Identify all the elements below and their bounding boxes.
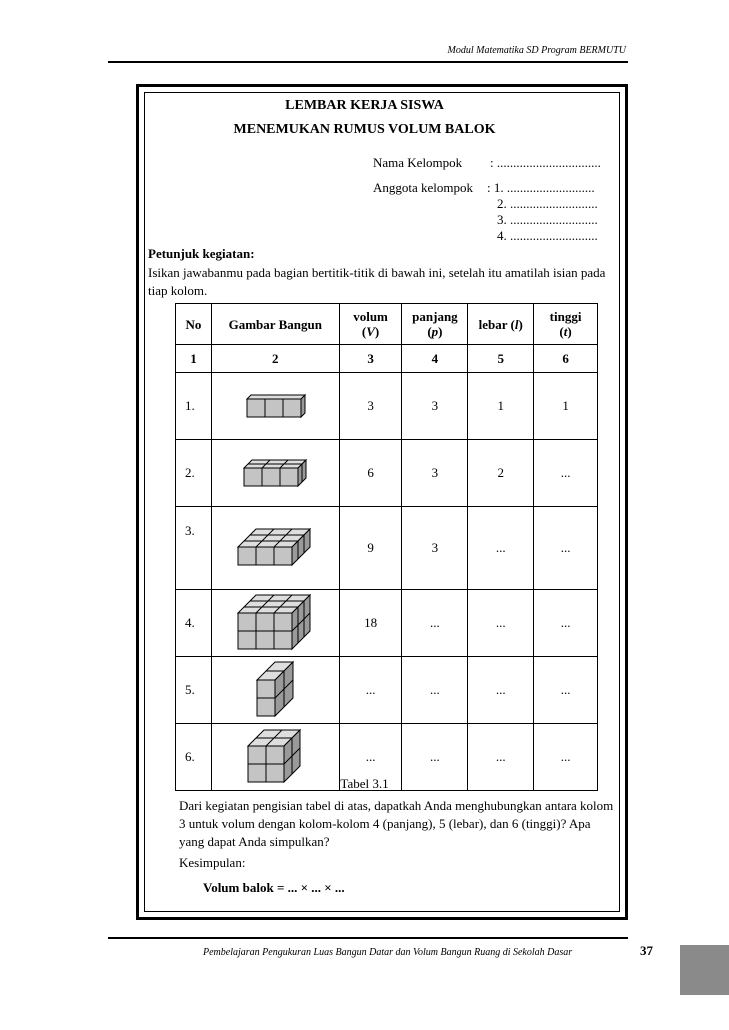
column-number: 2 (211, 345, 339, 373)
width-cell: ... (468, 724, 534, 791)
row-number: 4. (176, 590, 212, 657)
column-number-row (176, 345, 598, 373)
col-header-width: lebar (l) (468, 304, 534, 345)
col-header-volume-sym: V (366, 324, 375, 339)
shape-cell (211, 657, 339, 724)
col-header-length-sym: p (431, 324, 439, 339)
volume-cell: 6 (339, 440, 402, 507)
col-header-length-top: panjang (412, 309, 458, 324)
col-header-height: tinggi (t) (534, 304, 598, 345)
column-number: 3 (339, 345, 402, 373)
volume-formula: Volum balok = ... × ... × ... (203, 880, 345, 895)
width-cell: ... (468, 590, 534, 657)
footer-rule (108, 937, 628, 939)
member-field-4: 4. ........................... (497, 228, 598, 243)
length-cell: 3 (402, 373, 468, 440)
worksheet-subtitle: MENEMUKAN RUMUS VOLUM BALOK (233, 122, 496, 137)
row-number: 3. (176, 507, 212, 590)
member-field-1: : 1. ........................... (487, 180, 595, 195)
table-row (176, 590, 598, 657)
column-number: 5 (468, 345, 534, 373)
width-cell: 2 (468, 440, 534, 507)
volume-cell: 3 (339, 373, 402, 440)
col-header-volume: volum (V) (339, 304, 402, 345)
table-row (176, 507, 598, 590)
height-cell: ... (534, 724, 598, 791)
column-number: 1 (176, 345, 212, 373)
table-header-row (176, 304, 598, 345)
col-header-height-top: tinggi (549, 309, 582, 324)
length-cell: ... (402, 724, 468, 791)
width-cell: ... (468, 507, 534, 590)
volume-cell: ... (339, 657, 402, 724)
volume-cell: 18 (339, 590, 402, 657)
page-number: 37 (640, 943, 653, 958)
column-number: 4 (402, 345, 468, 373)
width-cell: 1 (468, 373, 534, 440)
footer-text: Pembelajaran Pengukuran Luas Bangun Datar dan Volum Bangun Ruang di Sekolah Dasar (203, 947, 573, 958)
width-cell: ... (468, 657, 534, 724)
shape-cell (211, 440, 339, 507)
length-cell: 3 (402, 440, 468, 507)
cuboid-3x3x2-image (234, 593, 316, 653)
instructions-text: Isikan jawabanmu pada bagian bertitik-titik di bawah ini, setelah itu amatilah isian pada tiap kolom. (148, 265, 606, 298)
group-name-field: : ................................ (490, 155, 601, 170)
volume-cell: ... (339, 724, 402, 791)
height-cell: ... (534, 657, 598, 724)
height-cell: 1 (534, 373, 598, 440)
col-header-width-label: lebar (478, 316, 508, 332)
question-text: Dari kegiatan pengisian tabel di atas, dapatkah Anda menghubungkan antara kolom 3 untuk volum dengan kolom-kolom 4 (panjang), 5 (lebar), dan 6 (tinggi)? Apa yang dapat Anda simpulkan? (179, 798, 614, 849)
instructions-title: Petunjuk kegiatan: (148, 246, 255, 261)
col-header-width-sym: l (514, 316, 519, 332)
col-header-height-sym: t (563, 324, 568, 339)
col-header-length: panjang (p) (402, 304, 468, 345)
page-tab-marker (680, 945, 729, 995)
member-field-2: 2. ........................... (497, 196, 598, 211)
col-header-no: No (176, 304, 212, 345)
table-caption: Tabel 3.1 (340, 776, 389, 791)
cuboid-1x2x2-image (253, 660, 297, 720)
worksheet-table (175, 303, 598, 791)
row-number: 1. (176, 373, 212, 440)
length-cell: ... (402, 657, 468, 724)
length-cell: ... (402, 590, 468, 657)
page-header-text: Modul Matematika SD Program BERMUTU (447, 45, 626, 56)
height-cell: ... (534, 440, 598, 507)
col-header-shape: Gambar Bangun (211, 304, 339, 345)
members-label: Anggota kelompok (373, 180, 474, 195)
cuboid-3x3x1-image (234, 527, 316, 569)
volume-cell: 9 (339, 507, 402, 590)
row-number: 2. (176, 440, 212, 507)
cuboid-3x1x1-image (243, 393, 307, 419)
shape-cell (211, 373, 339, 440)
group-name-label: Nama Kelompok (373, 155, 463, 170)
table-row (176, 373, 598, 440)
conclusion-label: Kesimpulan: (179, 855, 246, 870)
length-cell: 3 (402, 507, 468, 590)
table-row (176, 657, 598, 724)
worksheet-title: LEMBAR KERJA SISWA (285, 98, 444, 113)
col-header-volume-top: volum (353, 309, 388, 324)
shape-cell (211, 507, 339, 590)
row-number: 5. (176, 657, 212, 724)
column-number: 6 (534, 345, 598, 373)
member-field-3: 3. ........................... (497, 212, 598, 227)
cuboid-3x2x1-image (240, 456, 310, 490)
header-rule (108, 61, 628, 63)
shape-cell (211, 590, 339, 657)
height-cell: ... (534, 590, 598, 657)
row-number: 6. (176, 724, 212, 791)
table-row (176, 440, 598, 507)
height-cell: ... (534, 507, 598, 590)
